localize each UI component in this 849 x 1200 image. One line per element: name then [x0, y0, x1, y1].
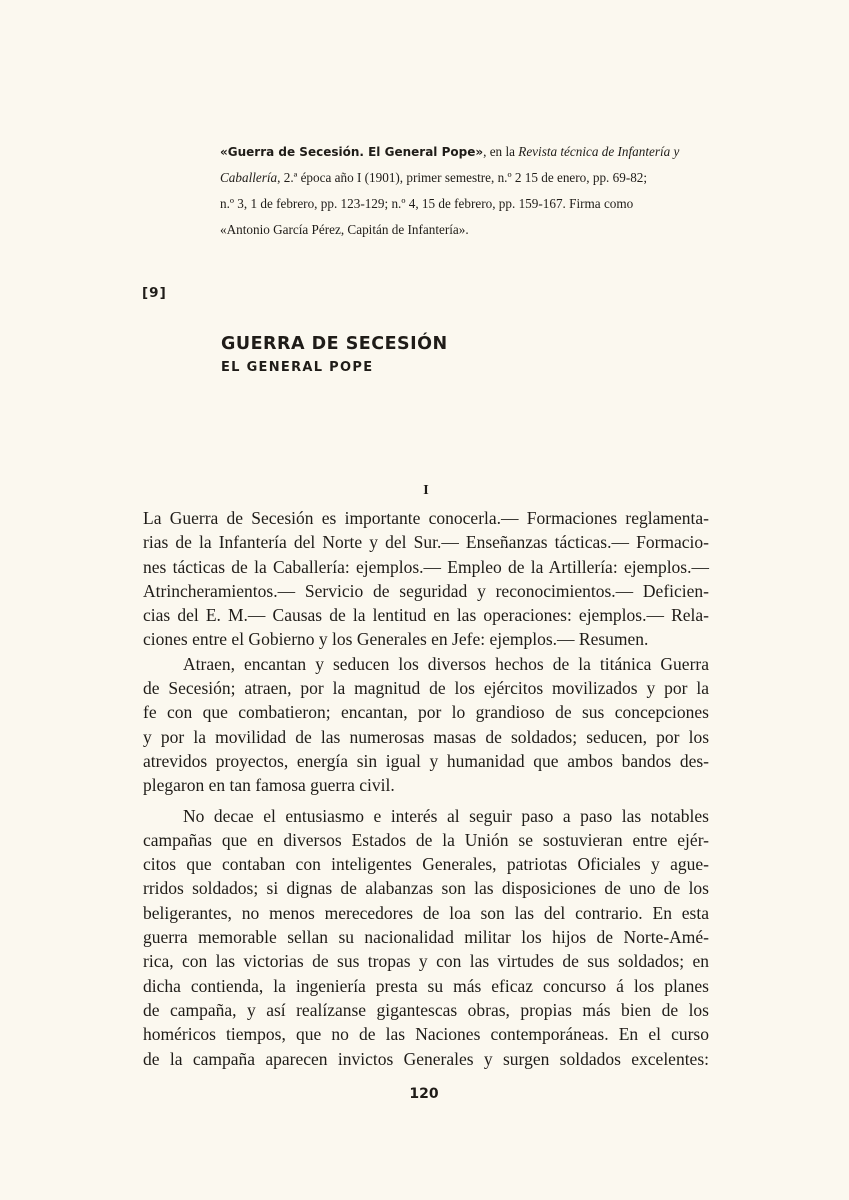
text-line: La Guerra de Secesión es importante conocerla.— Formaciones reglamenta-	[143, 508, 709, 528]
text-line: rica, con las victorias de sus tropas y con las virtudes de sus soldados; en	[143, 951, 709, 972]
text-line: cias del E. M.— Causas de la lentitud en las operaciones: ejemplos.— Rela-	[143, 605, 709, 626]
page-number: 120	[409, 1086, 439, 1102]
text-line: fe con que combatieron; encantan, por lo grandioso de sus concepciones	[143, 702, 709, 723]
document-number: [9]	[142, 285, 167, 301]
chapter-title: GUERRA DE SECESIÓN	[221, 334, 448, 354]
journal-name: Revista técnica de Infantería y	[518, 144, 680, 159]
paragraph-2	[143, 804, 709, 1071]
text-line: de Secesión; atraen, por la magnitud de los ejércitos movilizados y por la	[143, 678, 709, 699]
text-line: citos que contaban con inteligentes Generales, patriotas Oficiales y ague-	[143, 854, 709, 875]
text-line: de la campaña aparecen invictos Generales y surgen soldados excelentes:	[143, 1048, 709, 1069]
text-line: rias de la Infantería del Norte y del Sur.— Enseñanzas tácticas.— Formacio-	[143, 532, 709, 553]
body-text	[143, 506, 709, 1071]
text-line: homéricos tiempos, que no de las Naciones contemporáneas. En el curso	[143, 1024, 709, 1045]
text-line: beligerantes, no menos merecedores de loa son las del contrario. En esta	[143, 902, 709, 923]
text-line: de campaña, y así realízanse gigantescas obras, propias más bien de los	[143, 999, 709, 1020]
text-line: Atraen, encantan y seducen los diversos hechos de la titánica Guerra	[183, 653, 709, 674]
source-note-line	[220, 170, 647, 186]
text-line: Atrincheramientos.— Servicio de seguridad y reconocimientos.— Deficien-	[143, 580, 709, 601]
source-text: , 2.ª época año I (1901), primer semestre, n.º 2 15 de enero, pp. 69-82;	[277, 170, 648, 185]
section-numeral: I	[423, 483, 429, 498]
text-line: plegaron en tan famosa guerra civil.	[143, 775, 395, 796]
source-note-line: n.º 3, 1 de febrero, pp. 123-129; n.º 4, 15 de febrero, pp. 159-167. Firma como	[220, 196, 634, 211]
text-line: guerra memorable sellan su nacionalidad militar los hijos de Norte-Amé-	[143, 927, 709, 948]
text-line: campañas que en diversos Estados de la Unión se sostuvieran entre ejér-	[143, 829, 709, 850]
source-title: «Guerra de Secesión. El General Pope»	[220, 145, 484, 159]
summary-paragraph	[143, 506, 709, 652]
text-line: y por la movilidad de las numerosas masas de soldados; seducen, por los	[143, 726, 709, 747]
chapter-subtitle: EL GENERAL POPE	[221, 360, 374, 375]
source-note-line: «Antonio García Pérez, Capitán de Infantería».	[220, 222, 469, 237]
source-text: , en la	[483, 144, 519, 159]
paragraph-1	[143, 652, 709, 798]
text-line: No decae el entusiasmo e interés al seguir paso a paso las notables	[183, 805, 709, 826]
text-line: nes tácticas de la Caballería: ejemplos.— Empleo de la Artillería: ejemplos.—	[143, 556, 709, 577]
text-line: ciones entre el Gobierno y los Generales en Jefe: ejemplos.— Resumen.	[143, 629, 649, 650]
text-line: atrevidos proyectos, energía sin igual y humanidad que ambos bandos des-	[143, 750, 709, 771]
text-line: rridos soldados; si dignas de alabanzas son las disposiciones de uno de los	[143, 878, 709, 899]
text-line: dicha contienda, la ingeniería presta su más eficaz concurso á los planes	[143, 975, 709, 996]
journal-name-cont: Caballería	[220, 170, 278, 185]
source-note-line	[220, 144, 679, 160]
